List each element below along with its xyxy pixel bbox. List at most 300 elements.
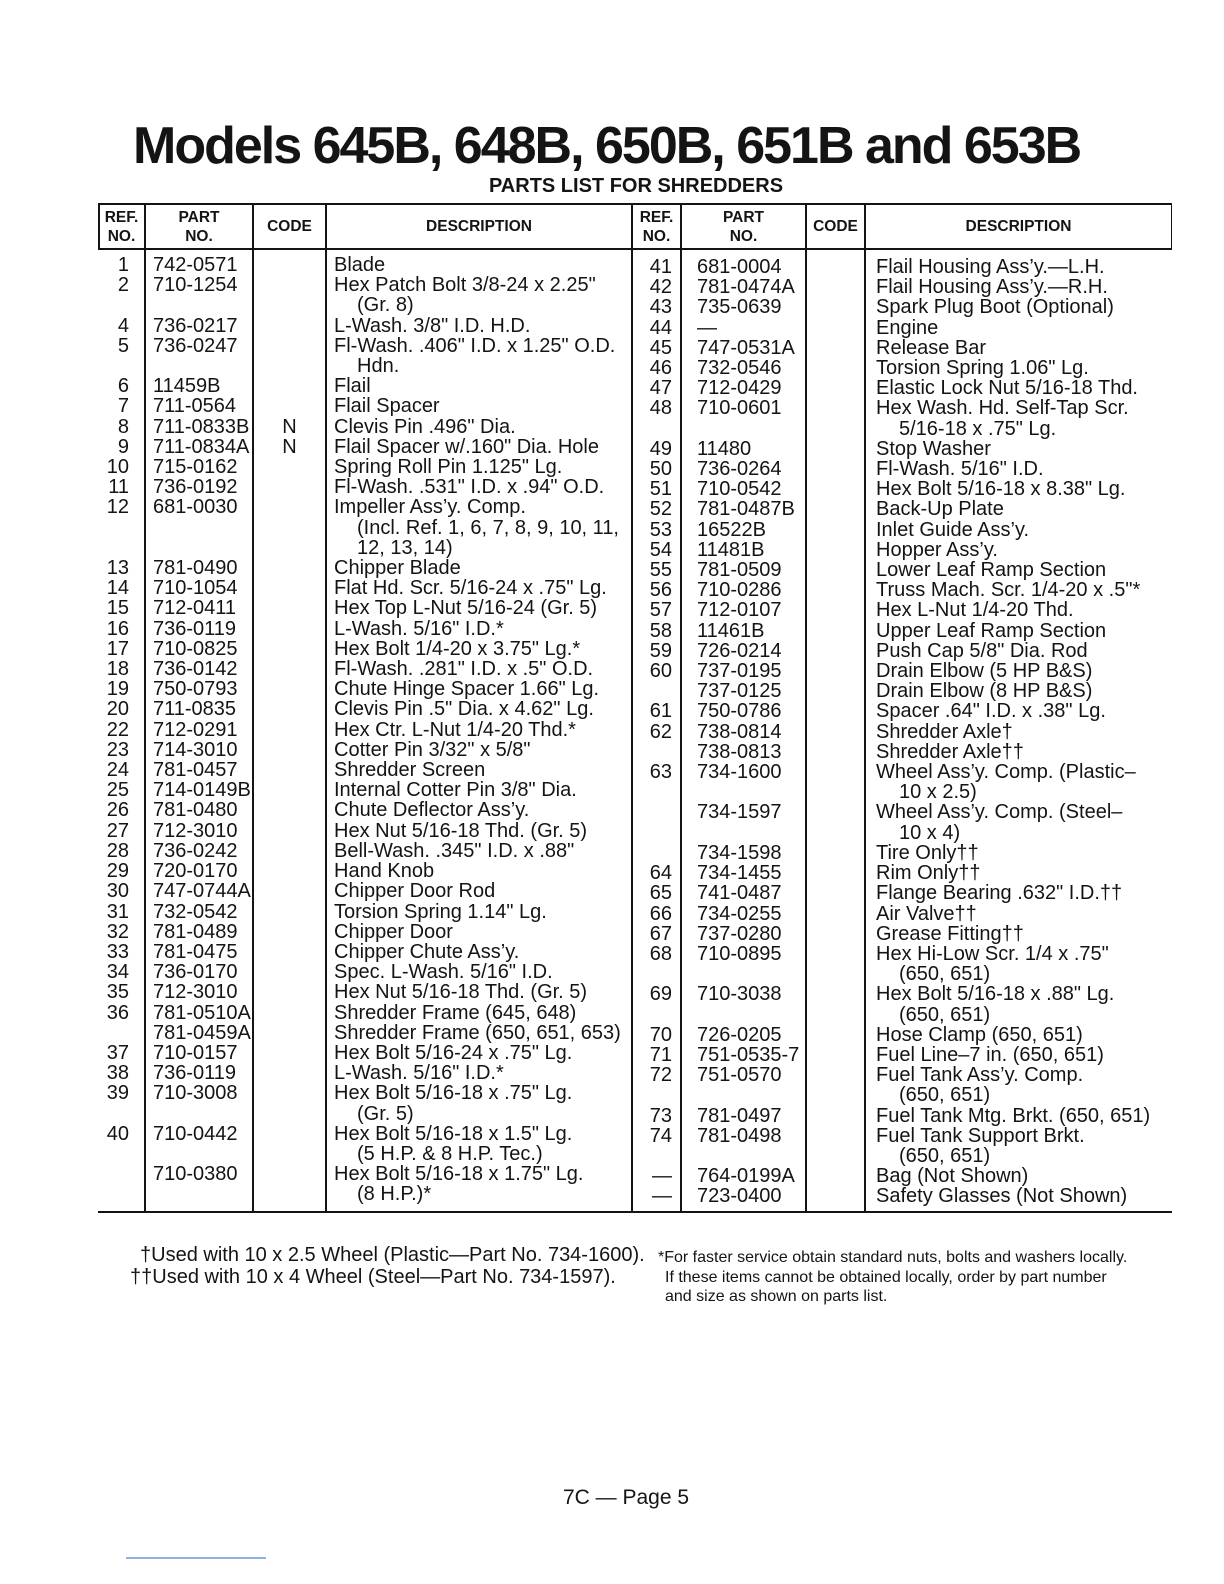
parts-row <box>98 1063 632 1083</box>
code <box>806 560 865 580</box>
description-line: Torsion Spring 1.14" Lg. <box>334 900 547 923</box>
ref-no: 27 <box>106 819 129 842</box>
ref-no: 31 <box>106 900 129 923</box>
ref-no: 43 <box>649 296 672 319</box>
description <box>865 1166 1172 1186</box>
description-line: Bag (Not Shown) <box>876 1165 1029 1188</box>
code <box>253 396 326 416</box>
ref-no <box>632 802 681 842</box>
code <box>806 701 865 721</box>
parts-row <box>98 760 632 780</box>
ref-no: 42 <box>649 276 672 299</box>
ref-no: 66 <box>649 902 672 925</box>
parts-row <box>632 439 1172 459</box>
ref-no: 74 <box>649 1124 672 1147</box>
parts-row <box>632 843 1172 863</box>
description <box>326 861 632 881</box>
description-line: Hex Bolt 5/16-18 x .88" Lg. <box>876 983 1115 1006</box>
description-line: L-Wash. 5/16" I.D.* <box>334 617 504 640</box>
code <box>253 982 326 1002</box>
ref-no: 39 <box>106 1082 129 1105</box>
part-no: 750-0793 <box>153 678 238 701</box>
parts-row <box>98 1164 632 1204</box>
ref-no: — <box>652 1185 672 1208</box>
part-no: 738-0814 <box>697 720 782 743</box>
parts-row <box>98 720 632 740</box>
description-line: Spark Plug Boot (Optional) <box>876 296 1114 319</box>
part-no: 734-1597 <box>697 801 782 824</box>
parts-row <box>632 944 1172 984</box>
code <box>253 841 326 861</box>
ref-no: 51 <box>649 478 672 501</box>
part-no: 781-0497 <box>697 1104 782 1127</box>
description-line: Wheel Ass’y. Comp. (Plastic– <box>876 761 1136 784</box>
code <box>253 639 326 659</box>
description-line: Lower Leaf Ramp Section <box>876 559 1107 582</box>
description <box>326 396 632 416</box>
description <box>326 437 632 457</box>
footnote-single-dagger: †Used with 10 x 2.5 Wheel (Plastic—Part No. 734-1600). <box>140 1244 645 1266</box>
footnote-double-dagger: ††Used with 10 x 4 Wheel (Steel—Part No. 734-1597). <box>130 1266 616 1288</box>
ref-no: 71 <box>649 1043 672 1066</box>
parts-row <box>632 297 1172 317</box>
ref-no: 17 <box>106 637 129 660</box>
parts-row <box>98 699 632 719</box>
description-continuation: (Incl. Ref. 1, 6, 7, 8, 9, 10, 11, <box>357 516 619 539</box>
code <box>806 843 865 863</box>
parts-row <box>98 1023 632 1043</box>
ref-no: 65 <box>649 882 672 905</box>
header-description <box>865 205 1172 248</box>
code <box>253 619 326 639</box>
part-no: 710-0601 <box>697 397 782 420</box>
description-line: Flat Hd. Scr. 5/16-24 x .75" Lg. <box>334 577 607 600</box>
code <box>253 477 326 497</box>
description <box>865 722 1172 742</box>
description-line: Wheel Ass’y. Comp. (Steel– <box>876 801 1123 824</box>
ref-no: 61 <box>649 700 672 723</box>
description-line: Hex L-Nut 1/4-20 Thd. <box>876 599 1074 622</box>
parts-row <box>632 762 1172 802</box>
description-line: Fl-Wash. .531" I.D. x .94" O.D. <box>334 476 605 499</box>
code <box>253 1083 326 1123</box>
part-no: 710-3038 <box>697 983 782 1006</box>
parts-row <box>98 942 632 962</box>
description-line: Inlet Guide Ass’y. <box>876 518 1030 541</box>
description <box>865 580 1172 600</box>
description <box>326 922 632 942</box>
part-no: 736-0242 <box>153 839 238 862</box>
header-no-line: NO. <box>107 227 136 245</box>
ref-no: 56 <box>649 579 672 602</box>
part-no: 747-0531A <box>697 336 795 359</box>
description-line: Internal Cotter Pin 3/8" Dia. <box>334 779 577 802</box>
description-line: Elastic Lock Nut 5/16-18 Thd. <box>876 377 1138 400</box>
description-line: Chipper Door <box>334 920 453 943</box>
description <box>326 760 632 780</box>
description-line: Chipper Chute Ass’y. <box>334 940 520 963</box>
ref-no: 67 <box>649 922 672 945</box>
part-no: 714-3010 <box>153 738 238 761</box>
parts-row <box>98 881 632 901</box>
description <box>326 376 632 396</box>
description <box>326 740 632 760</box>
description <box>865 742 1172 762</box>
part-no: 781-0474A <box>697 276 795 299</box>
parts-row <box>632 459 1172 479</box>
code <box>253 336 326 376</box>
code <box>253 1124 326 1164</box>
parts-list-left-column <box>98 249 632 1205</box>
description-line: Fl-Wash. 5/16" I.D. <box>876 458 1044 481</box>
description <box>865 459 1172 479</box>
description <box>865 398 1172 438</box>
part-no: 712-0291 <box>153 718 238 741</box>
parts-row <box>98 639 632 659</box>
part-no: 781-0475 <box>153 940 238 963</box>
part-no: 16522B <box>697 518 766 541</box>
description-line: Shredder Axle† <box>876 720 1013 743</box>
part-no: 781-0480 <box>153 799 238 822</box>
code <box>253 255 326 275</box>
code <box>253 800 326 820</box>
header-no-line: NO. <box>642 227 671 245</box>
description <box>865 944 1172 984</box>
parts-row <box>98 659 632 679</box>
parts-row <box>98 275 632 315</box>
part-no: 712-0429 <box>697 377 782 400</box>
part-no: 723-0400 <box>697 1185 782 1208</box>
ref-no: 11 <box>108 476 129 499</box>
description <box>326 821 632 841</box>
parts-row <box>98 780 632 800</box>
part-no: 714-0149B <box>153 779 251 802</box>
description-line: Impeller Ass’y. Comp. <box>334 496 526 519</box>
ref-no: 37 <box>106 1041 129 1064</box>
header-description-label: DESCRIPTION <box>965 218 1072 235</box>
ref-no: 20 <box>106 698 129 721</box>
parts-row <box>98 922 632 942</box>
description-continuation: (8 H.P.)* <box>357 1183 432 1206</box>
parts-row <box>632 722 1172 742</box>
ref-no: 18 <box>106 658 129 681</box>
description <box>326 659 632 679</box>
code <box>806 1045 865 1065</box>
description-line: Hopper Ass’y. <box>876 538 998 561</box>
description <box>326 275 632 315</box>
code <box>253 578 326 598</box>
code <box>253 720 326 740</box>
parts-row <box>98 255 632 275</box>
code <box>806 1166 865 1186</box>
description <box>865 904 1172 924</box>
description-line: Hex Bolt 5/16-18 x 1.5" Lg. <box>334 1122 573 1145</box>
code <box>253 679 326 699</box>
code <box>806 378 865 398</box>
description-line: Upper Leaf Ramp Section <box>876 619 1107 642</box>
part-no: 781-0509 <box>697 559 782 582</box>
description <box>865 863 1172 883</box>
description-line: Hex Bolt 5/16-18 x 8.38" Lg. <box>876 478 1126 501</box>
ref-no: 50 <box>649 458 672 481</box>
service-note-line: and size as shown on parts list. <box>665 1288 888 1305</box>
code <box>253 659 326 679</box>
description-line: Hex Ctr. L-Nut 1/4-20 Thd.* <box>334 718 576 741</box>
description-line: Flail Housing Ass’y.—R.H. <box>876 276 1108 299</box>
description <box>326 902 632 922</box>
service-note <box>658 1248 1128 1307</box>
parts-row <box>632 883 1172 903</box>
part-no: 711-0564 <box>153 395 237 418</box>
parts-row <box>98 336 632 376</box>
parts-table <box>98 203 1172 1213</box>
code <box>806 924 865 944</box>
description-line: Flail Spacer <box>334 395 440 418</box>
description <box>865 924 1172 944</box>
description <box>865 479 1172 499</box>
part-no: 711-0835 <box>153 698 237 721</box>
parts-row <box>98 1003 632 1023</box>
description <box>326 578 632 598</box>
parts-row <box>98 1043 632 1063</box>
description <box>326 558 632 578</box>
description-line: Hex Bolt 5/16-24 x .75" Lg. <box>334 1041 573 1064</box>
header-part-no <box>145 205 253 248</box>
part-no: 710-0286 <box>697 579 782 602</box>
description <box>326 417 632 437</box>
description-line: Hose Clamp (650, 651) <box>876 1023 1083 1046</box>
code <box>253 457 326 477</box>
description-line: Fl-Wash. .406" I.D. x 1.25" O.D. <box>334 334 616 357</box>
ref-no: 10 <box>106 456 129 479</box>
description <box>326 679 632 699</box>
description-line: Hex Bolt 5/16-18 x .75" Lg. <box>334 1082 573 1105</box>
description-line: Spec. L-Wash. 5/16" I.D. <box>334 961 553 984</box>
description-line: Chipper Door Rod <box>334 880 496 903</box>
ref-no: 24 <box>106 759 129 782</box>
code <box>253 821 326 841</box>
description <box>865 358 1172 378</box>
code <box>253 1164 326 1204</box>
ref-no: 59 <box>649 639 672 662</box>
parts-row <box>632 661 1172 681</box>
ref-no: 40 <box>106 1122 129 1145</box>
ref-no <box>98 1164 145 1204</box>
ref-no: 28 <box>106 839 129 862</box>
parts-row <box>98 578 632 598</box>
description <box>865 297 1172 317</box>
part-no: 710-0380 <box>153 1163 238 1186</box>
description-line: Hex Top L-Nut 5/16-24 (Gr. 5) <box>334 597 598 620</box>
code <box>806 580 865 600</box>
part-no: 764-0199A <box>697 1165 795 1188</box>
ref-no: 34 <box>106 961 129 984</box>
description-line: Hex Hi-Low Scr. 1/4 x .75" <box>876 942 1109 965</box>
part-no: 710-0895 <box>697 942 782 965</box>
code <box>253 598 326 618</box>
page-number: 7C — Page 5 <box>562 1486 690 1509</box>
parts-row <box>98 982 632 1002</box>
code <box>806 479 865 499</box>
code <box>806 398 865 438</box>
parts-row <box>98 902 632 922</box>
ref-no: 63 <box>649 761 672 784</box>
part-no: 741-0487 <box>697 882 782 905</box>
description <box>865 277 1172 297</box>
description-line: Flail <box>334 375 371 398</box>
parts-list-right-column <box>632 249 1172 1207</box>
description-line: Bell-Wash. .345" I.D. x .88" <box>334 839 575 862</box>
code <box>253 558 326 578</box>
ref-no: 41 <box>649 256 672 278</box>
code <box>806 863 865 883</box>
part-no: 736-0217 <box>153 314 238 337</box>
scan-artifact-line <box>126 1557 266 1559</box>
description-line: Drain Elbow (5 HP B&S) <box>876 660 1093 683</box>
description-continuation: (650, 651) <box>899 1003 991 1026</box>
part-no: 742-0571 <box>153 254 238 276</box>
description-line: Grease Fitting†† <box>876 922 1024 945</box>
code <box>253 1023 326 1043</box>
description <box>326 619 632 639</box>
code <box>253 861 326 881</box>
description-line: Hex Wash. Hd. Self-Tap Scr. <box>876 397 1129 420</box>
code <box>806 520 865 540</box>
description <box>865 439 1172 459</box>
part-no: 11459B <box>153 375 221 398</box>
ref-no: 68 <box>649 942 672 965</box>
ref-no: 9 <box>117 435 129 458</box>
parts-row <box>98 1124 632 1164</box>
description-line: Air Valve†† <box>876 902 977 925</box>
parts-row <box>632 338 1172 358</box>
description-line: Blade <box>334 254 386 276</box>
part-no: 712-3010 <box>153 819 238 842</box>
description <box>865 378 1172 398</box>
description-line: Fl-Wash. .281" I.D. x .5" O.D. <box>334 658 594 681</box>
description-line: Torsion Spring 1.06" Lg. <box>876 357 1089 380</box>
code <box>253 1043 326 1063</box>
parts-row <box>632 398 1172 438</box>
description-continuation: (650, 651) <box>899 1084 991 1107</box>
parts-row <box>632 924 1172 944</box>
description-continuation: 10 x 4) <box>899 821 961 844</box>
parts-row <box>632 681 1172 701</box>
parts-row <box>98 821 632 841</box>
code <box>253 1063 326 1083</box>
ref-no: 25 <box>106 779 129 802</box>
parts-row <box>98 477 632 497</box>
ref-no: 6 <box>117 375 129 398</box>
description-line: L-Wash. 5/16" I.D.* <box>334 1062 504 1085</box>
description-line: Shredder Frame (650, 651, 653) <box>334 1021 621 1044</box>
ref-no: 1 <box>117 254 129 276</box>
parts-row <box>632 863 1172 883</box>
part-no: 712-0411 <box>153 597 237 620</box>
description-line: Chipper Blade <box>334 557 461 580</box>
part-no: 737-0195 <box>697 660 782 683</box>
parts-row <box>632 984 1172 1024</box>
parts-row <box>98 740 632 760</box>
parts-row <box>98 841 632 861</box>
parts-row <box>98 376 632 396</box>
description-line: Drain Elbow (8 HP B&S) <box>876 680 1093 703</box>
description <box>326 699 632 719</box>
code <box>806 621 865 641</box>
part-no: 11461B <box>697 619 765 642</box>
description <box>865 540 1172 560</box>
ref-no: 19 <box>106 678 129 701</box>
description-line: Back-Up Plate <box>876 498 1004 521</box>
description-continuation: 12, 13, 14) <box>357 536 453 559</box>
code <box>806 1106 865 1126</box>
service-note-line: *For faster service obtain standard nuts, bolts and washers locally. <box>658 1249 1128 1266</box>
code <box>806 802 865 842</box>
description-line: L-Wash. 3/8" I.D. H.D. <box>334 314 531 337</box>
part-no: 734-1598 <box>697 841 782 864</box>
part-no: 736-0119 <box>153 1062 237 1085</box>
description <box>326 881 632 901</box>
ref-no: — <box>652 1165 672 1188</box>
code <box>806 762 865 802</box>
code <box>806 984 865 1024</box>
description-line: Hex Nut 5/16-18 Thd. (Gr. 5) <box>334 819 588 842</box>
description <box>865 1065 1172 1105</box>
parts-row <box>632 1065 1172 1105</box>
description-continuation: (650, 651) <box>899 963 991 986</box>
code <box>253 760 326 780</box>
description <box>326 457 632 477</box>
parts-row <box>98 396 632 416</box>
parts-row <box>632 580 1172 600</box>
parts-row <box>98 497 632 558</box>
description <box>326 255 632 275</box>
ref-no: 53 <box>649 518 672 541</box>
description <box>326 497 632 558</box>
code <box>806 459 865 479</box>
part-no: 710-1254 <box>153 274 238 297</box>
description-line: Rim Only†† <box>876 862 981 885</box>
description <box>865 1106 1172 1126</box>
parts-row <box>632 641 1172 661</box>
parts-row <box>632 560 1172 580</box>
description <box>326 598 632 618</box>
page-title: Models 645B, 648B, 650B, 651B and 653B <box>133 117 1081 175</box>
code <box>806 439 865 459</box>
page-subtitle: PARTS LIST FOR SHREDDERS <box>488 175 784 197</box>
part-no: 710-1054 <box>153 577 238 600</box>
code <box>253 376 326 396</box>
description-line: Fuel Line–7 in. (650, 651) <box>876 1043 1104 1066</box>
ref-no: 14 <box>106 577 129 600</box>
code <box>253 942 326 962</box>
ref-no: 4 <box>117 314 129 337</box>
part-no: 781-0459A <box>153 1021 251 1044</box>
description <box>865 560 1172 580</box>
parts-row <box>632 1106 1172 1126</box>
description-line: Hex Bolt 5/16-18 x 1.75" Lg. <box>334 1163 584 1186</box>
part-no: 710-0157 <box>153 1041 238 1064</box>
code <box>806 742 865 762</box>
code <box>253 316 326 336</box>
code <box>806 944 865 984</box>
description-line: Flail Housing Ass’y.—L.H. <box>876 256 1105 278</box>
code <box>806 1126 865 1166</box>
part-no: 11481B <box>697 538 765 561</box>
header-part-line: PART <box>178 208 220 226</box>
part-no: 732-0546 <box>697 357 782 380</box>
part-no: 11480 <box>697 437 752 460</box>
